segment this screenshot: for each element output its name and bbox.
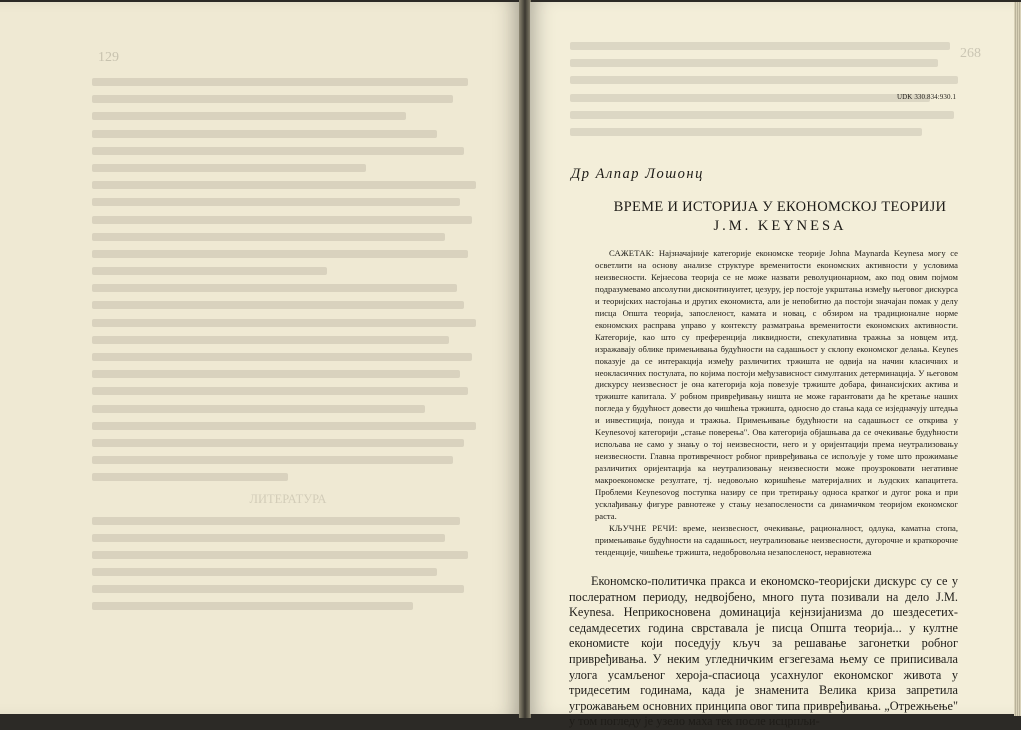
body-paragraph: Економско-политичка пракса и економско-теоријски дискурс су се у послератном периоду, недвојбено, много пута позивали на дело J.M. Keynesa. Неприкосновена доминација кејнзијанизма до шездесетих-седамдесетих година сврставала је писца Општа теорија... у култне економисте који поседују кључ за решавање загонетки робног привређивања. У неким угледничким егзегезама њему се приписивала улога усамљеног хероја-спасиоца усахнулог економског живота у тридесетим годинама, када је знаменита Велика криза запретила угрожавањем основних принципа овог типа привређивања. „Отрежњење" у том погледу је узело маха тек после исцрпљи- [569, 574, 958, 729]
left-page-ghost-heading: ЛИТЕРАТУРА [249, 491, 327, 506]
article-author: Др Алпар Лошонц [571, 166, 704, 182]
left-page-number-ghost: 129 [98, 50, 119, 65]
abstract-block [595, 248, 958, 559]
title-line-2: J.M. KEYNESA [713, 218, 847, 234]
keywords-label: КЉУЧНЕ РЕЧИ: [609, 522, 678, 533]
left-page [0, 2, 520, 714]
body-text [569, 574, 958, 730]
right-page-number-ghost: 268 [960, 46, 981, 61]
abstract-text: Најзначајније категорије економске теорије Johna Maynarda Keynesa могу се осветлити на основу анализе структуре временитости економских активности у условима неизвесности. Кејнесова теорија се не може назвати револуционарном, ако под овим појмом подразумевамо апсолутни дисконтинуитет, цезуру, јер постоје укрштања између његовог дискурса и теоријских настојања и других економиста, али је непобитно да постоји значајан помак у делу писца Општа теорија, запосленост, камата и новац, с обзиром на традиционалне норме економских расправа управо у контексту разматрања временитости економских активности. Категорије, као што су преференција ликвидности, спекулативна тражња за новцем итд. изражавају облике примењивања будућности на садашњост у склопу економског делања. Keynes показује да се интеракција између различитих тржишта не одвија на начин класичних и неокласичних постулата, по којима постоји међузависност симултаних детерминација. У његовом дискурсу неизвесност је она категорија која повезује тржиште добара, финансијских актива и тржиште капитала. У робном привређивању ништа не може гарантовати да ће кретање наших погледа у будућност довести до чишћења тржишта, односно до стања када се изједначују штедња и инвестиција, понуда и тражња. Примењивање будућности на садашњост се открива у Keynesovoj категорији „стање поверења". Ова категорија објашњава да се очекивање будућности испољава не само у знању о тој неизвесности, него и у оријентацији према неутрализовању неизвесности. Главна противречност робног привређивања се испољује у томе што прожимање различитих оријентација ка неутрализовању неизвесности може проузроковати негативне макроекономске резултате, тј. недовољно коришћење материјалних и људских капацитета. Проблеми Keynesovog поступка назиру се при третирању односа краткоґ и дугог рока и при усклађивању фигуре равнотеже у стању незапослености са динамичком теоријом економског раста. [595, 248, 958, 521]
keywords-paragraph [595, 523, 958, 559]
abstract-paragraph [595, 248, 958, 523]
keywords-text: време, неизвесност, очекивање, рационалност, одлука, каматна стопа, примењивање будућности на садашњост, неутрализовање неизвесности, дугорочне и краткорочне тенденције, чишћење тржишта, недобровољна незапосленост, неравнотежа [595, 522, 959, 557]
udk-code: UDK 330.834:930.1 [897, 93, 957, 101]
left-page-bleedthrough-text [92, 78, 484, 648]
article-title [575, 198, 985, 236]
abstract-label: САЖЕТАК: [609, 248, 655, 258]
page-edges [1014, 2, 1021, 716]
title-line-1: ВРЕМЕ И ИСТОРИЈА У ЕКОНОМСКОЈ ТЕОРИЈИ [613, 199, 947, 215]
